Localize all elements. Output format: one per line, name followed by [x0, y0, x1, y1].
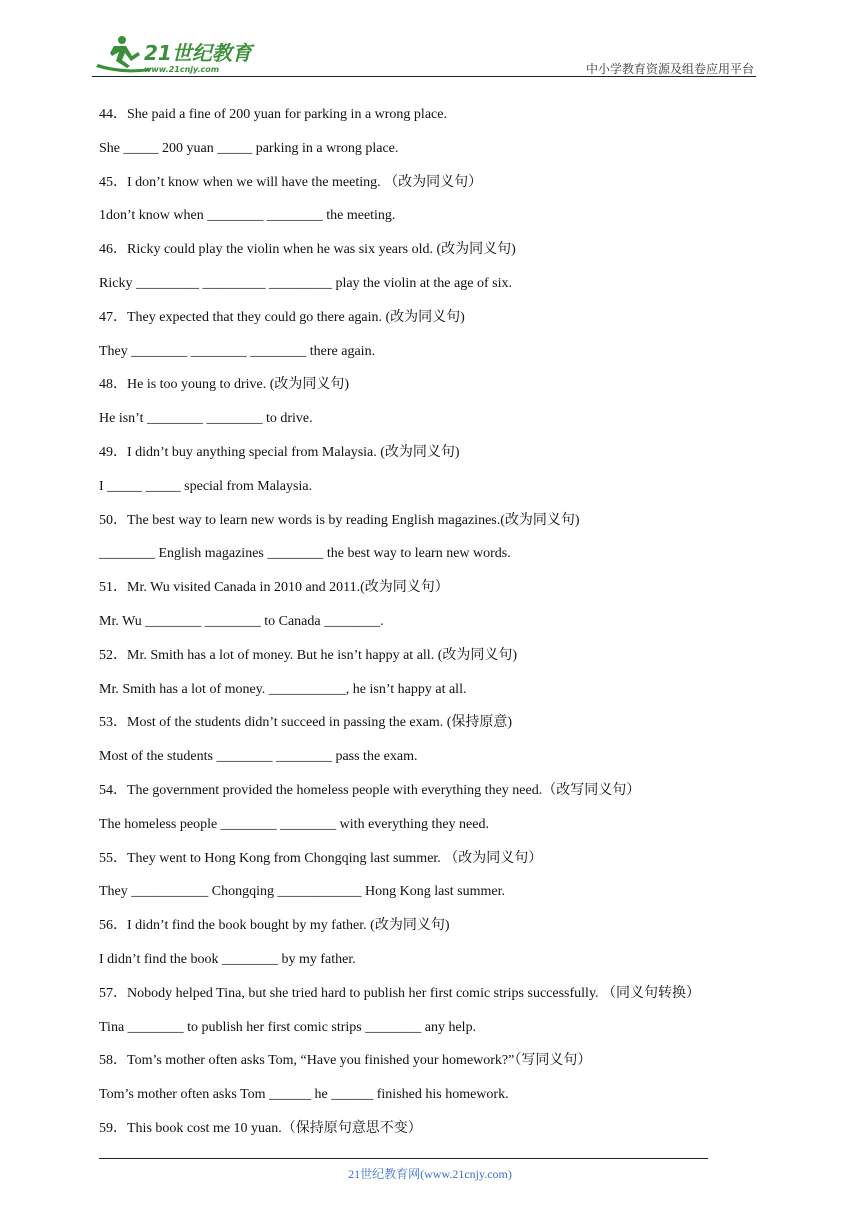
logo-icon: [92, 34, 262, 76]
footer-divider: [99, 1158, 708, 1159]
answer-49: I _____ _____ special from Malaysia.: [99, 478, 313, 494]
question-57: 57．Nobody helped Tina, but she tried hard to publish her first comic strips successfully. （同义句转换）: [99, 985, 701, 1001]
question-55: 55．They went to Hong Kong from Chongqing last summer. （改为同义句）: [99, 850, 543, 866]
answer-55: They ___________ Chongqing ____________ Hong Kong last summer.: [99, 884, 505, 900]
question-44: 44．She paid a fine of 200 yuan for parking in a wrong place.: [99, 107, 447, 122]
question-59: 59．This book cost me 10 yuan.（保持原句意思不变）: [99, 1120, 422, 1136]
answer-58: Tom’s mother often asks Tom ______ he ______ finished his homework.: [99, 1087, 509, 1103]
question-53: 53．Most of the students didn’t succeed in passing the exam. (保持原意): [99, 715, 513, 731]
question-50: 50．The best way to learn new words is by reading English magazines.(改为同义句): [99, 512, 580, 528]
platform-name: 中小学教育资源及组卷应用平台: [585, 62, 754, 76]
answer-44: She _____ 200 yuan _____ parking in a wrong place.: [99, 140, 399, 156]
page-header: [92, 30, 756, 78]
answer-56: I didn’t find the book ________ by my father.: [99, 951, 356, 967]
answer-46: Ricky _________ _________ _________ play the violin at the age of six.: [99, 275, 512, 291]
question-54: 54．The government provided the homeless people with everything they need.（改写同义句）: [99, 782, 641, 798]
question-48: 48．He is too young to drive. (改为同义句): [99, 377, 350, 393]
answer-54: The homeless people ________ ________ with everything they need.: [99, 816, 489, 832]
answer-51: Mr. Wu ________ ________ to Canada ________.: [99, 613, 384, 629]
answer-52: Mr. Smith has a lot of money. ___________, he isn’t happy at all.: [99, 681, 467, 697]
logo-text: 21世纪教育: [144, 41, 252, 65]
question-49: 49．I didn’t buy anything special from Malaysia. (改为同义句): [99, 444, 460, 460]
answer-48: He isn’t ________ ________ to drive.: [99, 411, 313, 427]
answer-47: They ________ ________ ________ there again.: [99, 343, 376, 359]
answer-53: Most of the students ________ ________ pass the exam.: [99, 749, 418, 765]
question-51: 51．Mr. Wu visited Canada in 2010 and 2011.(改为同义句）: [99, 580, 449, 596]
answer-57: Tina ________ to publish her first comic strips ________ any help.: [99, 1019, 477, 1035]
question-46: 46．Ricky could play the violin when he was six years old. (改为同义句): [99, 242, 516, 258]
header-divider: [92, 76, 756, 77]
exercise-list: [99, 104, 779, 1152]
question-45: 45．I don’t know when we will have the meeting. （改为同义句）: [99, 174, 483, 190]
question-56: 56．I didn’t find the book bought by my father. (改为同义句): [99, 918, 450, 934]
answer-45: 1don’t know when ________ ________ the meeting.: [99, 208, 396, 224]
question-52: 52．Mr. Smith has a lot of money. But he isn’t happy at all. (改为同义句): [99, 647, 518, 663]
answer-50: ________ English magazines ________ the best way to learn new words.: [99, 546, 511, 562]
logo-url: www.21cnjy.com: [144, 65, 220, 74]
question-58: 58．Tom’s mother often asks Tom, “Have you finished your homework?”（写同义句）: [99, 1053, 592, 1069]
footer-link[interactable]: 21世纪教育网(www.21cnjy.com): [348, 1167, 512, 1181]
question-47: 47．They expected that they could go there again. (改为同义句): [99, 309, 465, 325]
